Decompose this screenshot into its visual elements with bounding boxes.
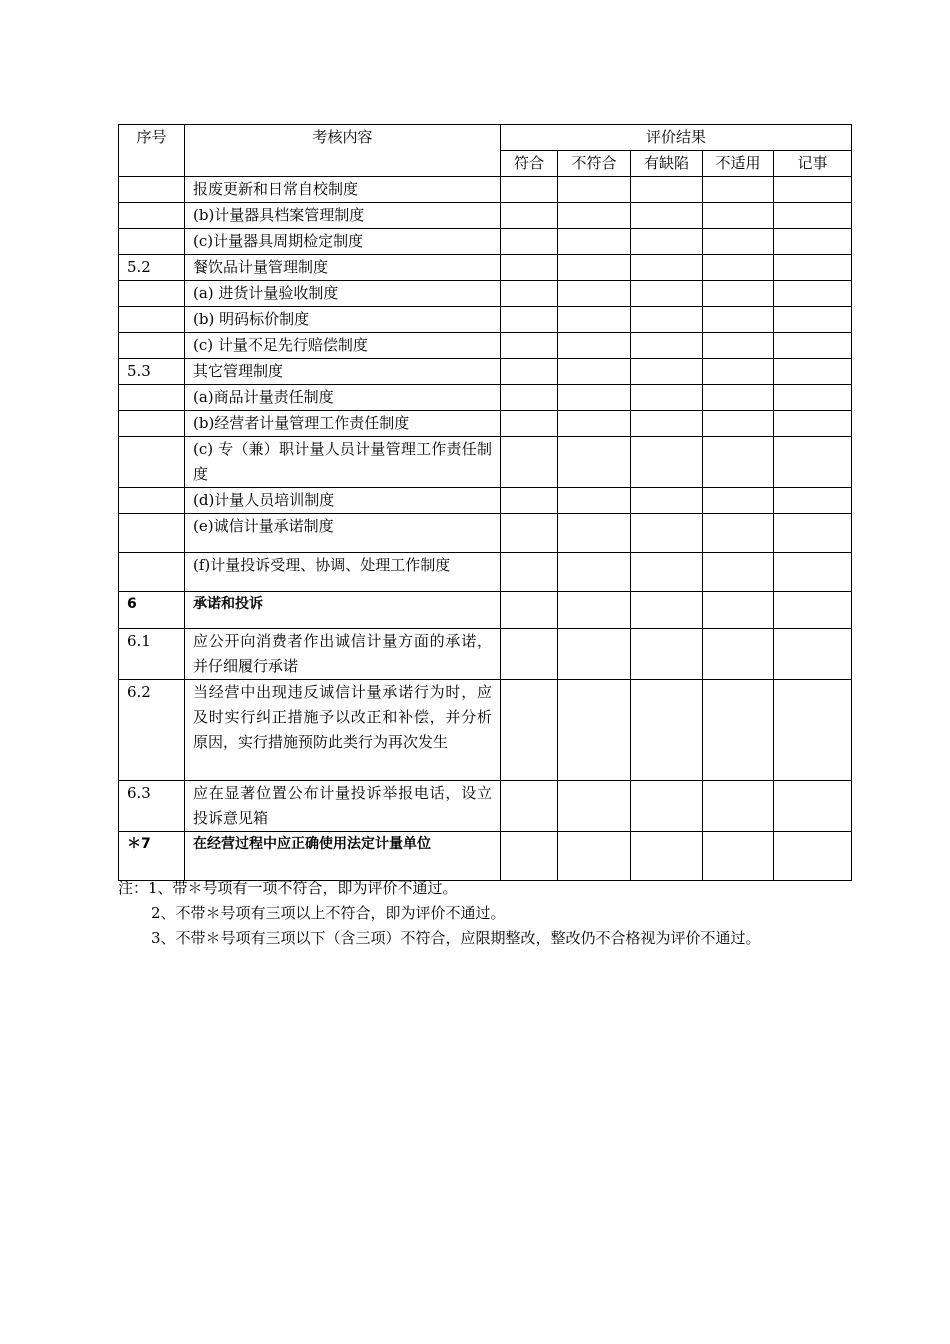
cell-notes[interactable]: [774, 307, 852, 333]
cell-not-applicable[interactable]: [703, 514, 774, 553]
row-seq: [119, 411, 185, 437]
cell-not-applicable[interactable]: [703, 177, 774, 203]
row-seq: 6.2: [119, 680, 185, 781]
table-row: [119, 781, 852, 832]
row-seq: [119, 229, 185, 255]
cell-conform[interactable]: [501, 229, 558, 255]
cell-not-applicable[interactable]: [703, 553, 774, 592]
cell-conform[interactable]: [501, 488, 558, 514]
cell-defect[interactable]: [631, 680, 703, 781]
row-seq: ＊7: [119, 832, 185, 881]
cell-defect[interactable]: [631, 177, 703, 203]
note-line-3: 3、不带＊号项有三项以下（含三项）不符合，应限期整改，整改仍不合格视为评价不通过。: [151, 929, 761, 947]
table-row: [119, 385, 852, 411]
cell-conform[interactable]: [501, 333, 558, 359]
cell-not-applicable[interactable]: [703, 411, 774, 437]
table-row: [119, 255, 852, 281]
row-seq: 5.2: [119, 255, 185, 281]
cell-nonconform[interactable]: [558, 203, 631, 229]
cell-nonconform[interactable]: [558, 514, 631, 553]
cell-nonconform[interactable]: [558, 411, 631, 437]
note-line-2: 2、不带＊号项有三项以上不符合，即为评价不通过。: [151, 904, 506, 922]
cell-defect[interactable]: [631, 629, 703, 680]
cell-not-applicable[interactable]: [703, 229, 774, 255]
header-nonconform: 不符合: [558, 151, 631, 177]
row-seq: [119, 385, 185, 411]
table-row: [119, 307, 852, 333]
cell-conform[interactable]: [501, 553, 558, 592]
cell-nonconform[interactable]: [558, 177, 631, 203]
cell-defect[interactable]: [631, 281, 703, 307]
cell-defect[interactable]: [631, 385, 703, 411]
row-content: (a)商品计量责任制度: [185, 385, 501, 411]
row-content: (b) 明码标价制度: [185, 307, 501, 333]
cell-notes[interactable]: [774, 553, 852, 592]
cell-defect[interactable]: [631, 255, 703, 281]
row-seq: [119, 281, 185, 307]
row-seq: 6.1: [119, 629, 185, 680]
table-row: [119, 437, 852, 488]
cell-notes[interactable]: [774, 680, 852, 781]
cell-defect[interactable]: [631, 553, 703, 592]
cell-nonconform[interactable]: [558, 281, 631, 307]
cell-conform[interactable]: [501, 514, 558, 553]
row-seq: [119, 333, 185, 359]
cell-notes[interactable]: [774, 592, 852, 629]
table-row: [119, 281, 852, 307]
header-result-group: 评价结果: [501, 125, 852, 151]
cell-notes[interactable]: [774, 229, 852, 255]
table-row: [119, 553, 852, 592]
table-row-section: [119, 592, 852, 629]
cell-defect[interactable]: [631, 514, 703, 553]
cell-conform[interactable]: [501, 437, 558, 488]
row-seq: [119, 203, 185, 229]
table-row-starred: [119, 832, 852, 881]
row-content: 在经营过程中应正确使用法定计量单位: [185, 832, 501, 881]
note-line-1: 注：1、带＊号项有一项不符合，即为评价不通过。: [118, 879, 458, 897]
cell-notes[interactable]: [774, 832, 852, 881]
cell-defect[interactable]: [631, 437, 703, 488]
evaluation-sheet: [118, 124, 851, 881]
cell-defect[interactable]: [631, 832, 703, 881]
cell-notes[interactable]: [774, 333, 852, 359]
cell-notes[interactable]: [774, 281, 852, 307]
cell-nonconform[interactable]: [558, 437, 631, 488]
cell-not-applicable[interactable]: [703, 437, 774, 488]
row-content: (f)计量投诉受理、协调、处理工作制度: [185, 553, 501, 592]
cell-not-applicable[interactable]: [703, 488, 774, 514]
row-seq: [119, 177, 185, 203]
cell-nonconform[interactable]: [558, 592, 631, 629]
cell-not-applicable[interactable]: [703, 592, 774, 629]
cell-not-applicable[interactable]: [703, 281, 774, 307]
row-content: 应公开向消费者作出诚信计量方面的承诺，并仔细履行承诺: [185, 629, 501, 680]
header-seq: 序号: [119, 125, 185, 177]
table-row: [119, 488, 852, 514]
cell-not-applicable[interactable]: [703, 781, 774, 832]
cell-not-applicable[interactable]: [703, 203, 774, 229]
row-seq: [119, 514, 185, 553]
cell-defect[interactable]: [631, 229, 703, 255]
cell-notes[interactable]: [774, 781, 852, 832]
row-content: 餐饮品计量管理制度: [185, 255, 501, 281]
table-row: [119, 680, 852, 781]
cell-notes[interactable]: [774, 514, 852, 553]
cell-nonconform[interactable]: [558, 781, 631, 832]
evaluation-table: [118, 124, 852, 881]
cell-conform[interactable]: [501, 411, 558, 437]
header-row: [119, 125, 852, 151]
cell-not-applicable[interactable]: [703, 629, 774, 680]
cell-conform[interactable]: [501, 629, 558, 680]
row-content: (c) 专（兼）职计量人员计量管理工作责任制度: [185, 437, 501, 488]
table-row: [119, 359, 852, 385]
row-content: 报废更新和日常自校制度: [185, 177, 501, 203]
row-content: (c)计量器具周期检定制度: [185, 229, 501, 255]
header-content: 考核内容: [185, 125, 501, 177]
cell-nonconform[interactable]: [558, 832, 631, 881]
cell-notes[interactable]: [774, 488, 852, 514]
table-row: [119, 177, 852, 203]
cell-conform[interactable]: [501, 359, 558, 385]
cell-nonconform[interactable]: [558, 333, 631, 359]
cell-not-applicable[interactable]: [703, 680, 774, 781]
cell-nonconform[interactable]: [558, 307, 631, 333]
row-content: (b)计量器具档案管理制度: [185, 203, 501, 229]
cell-conform[interactable]: [501, 385, 558, 411]
cell-conform[interactable]: [501, 255, 558, 281]
row-content: (d)计量人员培训制度: [185, 488, 501, 514]
cell-defect[interactable]: [631, 359, 703, 385]
table-row: [119, 629, 852, 680]
cell-not-applicable[interactable]: [703, 359, 774, 385]
table-row: [119, 411, 852, 437]
cell-notes[interactable]: [774, 359, 852, 385]
cell-nonconform[interactable]: [558, 255, 631, 281]
row-content: 当经营中出现违反诚信计量承诺行为时，应及时实行纠正措施予以改正和补偿，并分析原因，实行措施预防此类行为再次发生: [185, 680, 501, 781]
cell-notes[interactable]: [774, 177, 852, 203]
cell-conform[interactable]: [501, 177, 558, 203]
cell-nonconform[interactable]: [558, 229, 631, 255]
row-content: (a) 进货计量验收制度: [185, 281, 501, 307]
header-not-applicable: 不适用: [703, 151, 774, 177]
cell-nonconform[interactable]: [558, 385, 631, 411]
cell-nonconform[interactable]: [558, 680, 631, 781]
cell-conform[interactable]: [501, 307, 558, 333]
cell-not-applicable[interactable]: [703, 385, 774, 411]
cell-notes[interactable]: [774, 437, 852, 488]
cell-defect[interactable]: [631, 488, 703, 514]
cell-conform[interactable]: [501, 592, 558, 629]
cell-conform[interactable]: [501, 680, 558, 781]
notes-section: [118, 876, 858, 951]
cell-notes[interactable]: [774, 203, 852, 229]
cell-nonconform[interactable]: [558, 629, 631, 680]
cell-notes[interactable]: [774, 385, 852, 411]
header-notes: 记事: [774, 151, 852, 177]
cell-notes[interactable]: [774, 255, 852, 281]
cell-defect[interactable]: [631, 411, 703, 437]
cell-conform[interactable]: [501, 832, 558, 881]
cell-defect[interactable]: [631, 781, 703, 832]
cell-not-applicable[interactable]: [703, 333, 774, 359]
row-content: 其它管理制度: [185, 359, 501, 385]
row-content: (e)诚信计量承诺制度: [185, 514, 501, 553]
table-row: [119, 203, 852, 229]
table-row: [119, 333, 852, 359]
cell-defect[interactable]: [631, 307, 703, 333]
cell-conform[interactable]: [501, 203, 558, 229]
cell-not-applicable[interactable]: [703, 307, 774, 333]
cell-nonconform[interactable]: [558, 553, 631, 592]
row-content: (b)经营者计量管理工作责任制度: [185, 411, 501, 437]
row-seq: [119, 437, 185, 488]
cell-notes[interactable]: [774, 411, 852, 437]
cell-not-applicable[interactable]: [703, 255, 774, 281]
cell-not-applicable[interactable]: [703, 832, 774, 881]
header-defect: 有缺陷: [631, 151, 703, 177]
row-content: 应在显著位置公布计量投诉举报电话，设立投诉意见箱: [185, 781, 501, 832]
cell-defect[interactable]: [631, 592, 703, 629]
row-content: (c) 计量不足先行赔偿制度: [185, 333, 501, 359]
cell-notes[interactable]: [774, 629, 852, 680]
row-seq: 5.3: [119, 359, 185, 385]
row-content: 承诺和投诉: [185, 592, 501, 629]
row-seq: 6.3: [119, 781, 185, 832]
cell-defect[interactable]: [631, 203, 703, 229]
header-conform: 符合: [501, 151, 558, 177]
cell-nonconform[interactable]: [558, 359, 631, 385]
cell-conform[interactable]: [501, 281, 558, 307]
row-seq: [119, 488, 185, 514]
row-seq: 6: [119, 592, 185, 629]
row-seq: [119, 307, 185, 333]
cell-defect[interactable]: [631, 333, 703, 359]
cell-nonconform[interactable]: [558, 488, 631, 514]
row-seq: [119, 553, 185, 592]
cell-conform[interactable]: [501, 781, 558, 832]
table-row: [119, 514, 852, 553]
table-row: [119, 229, 852, 255]
